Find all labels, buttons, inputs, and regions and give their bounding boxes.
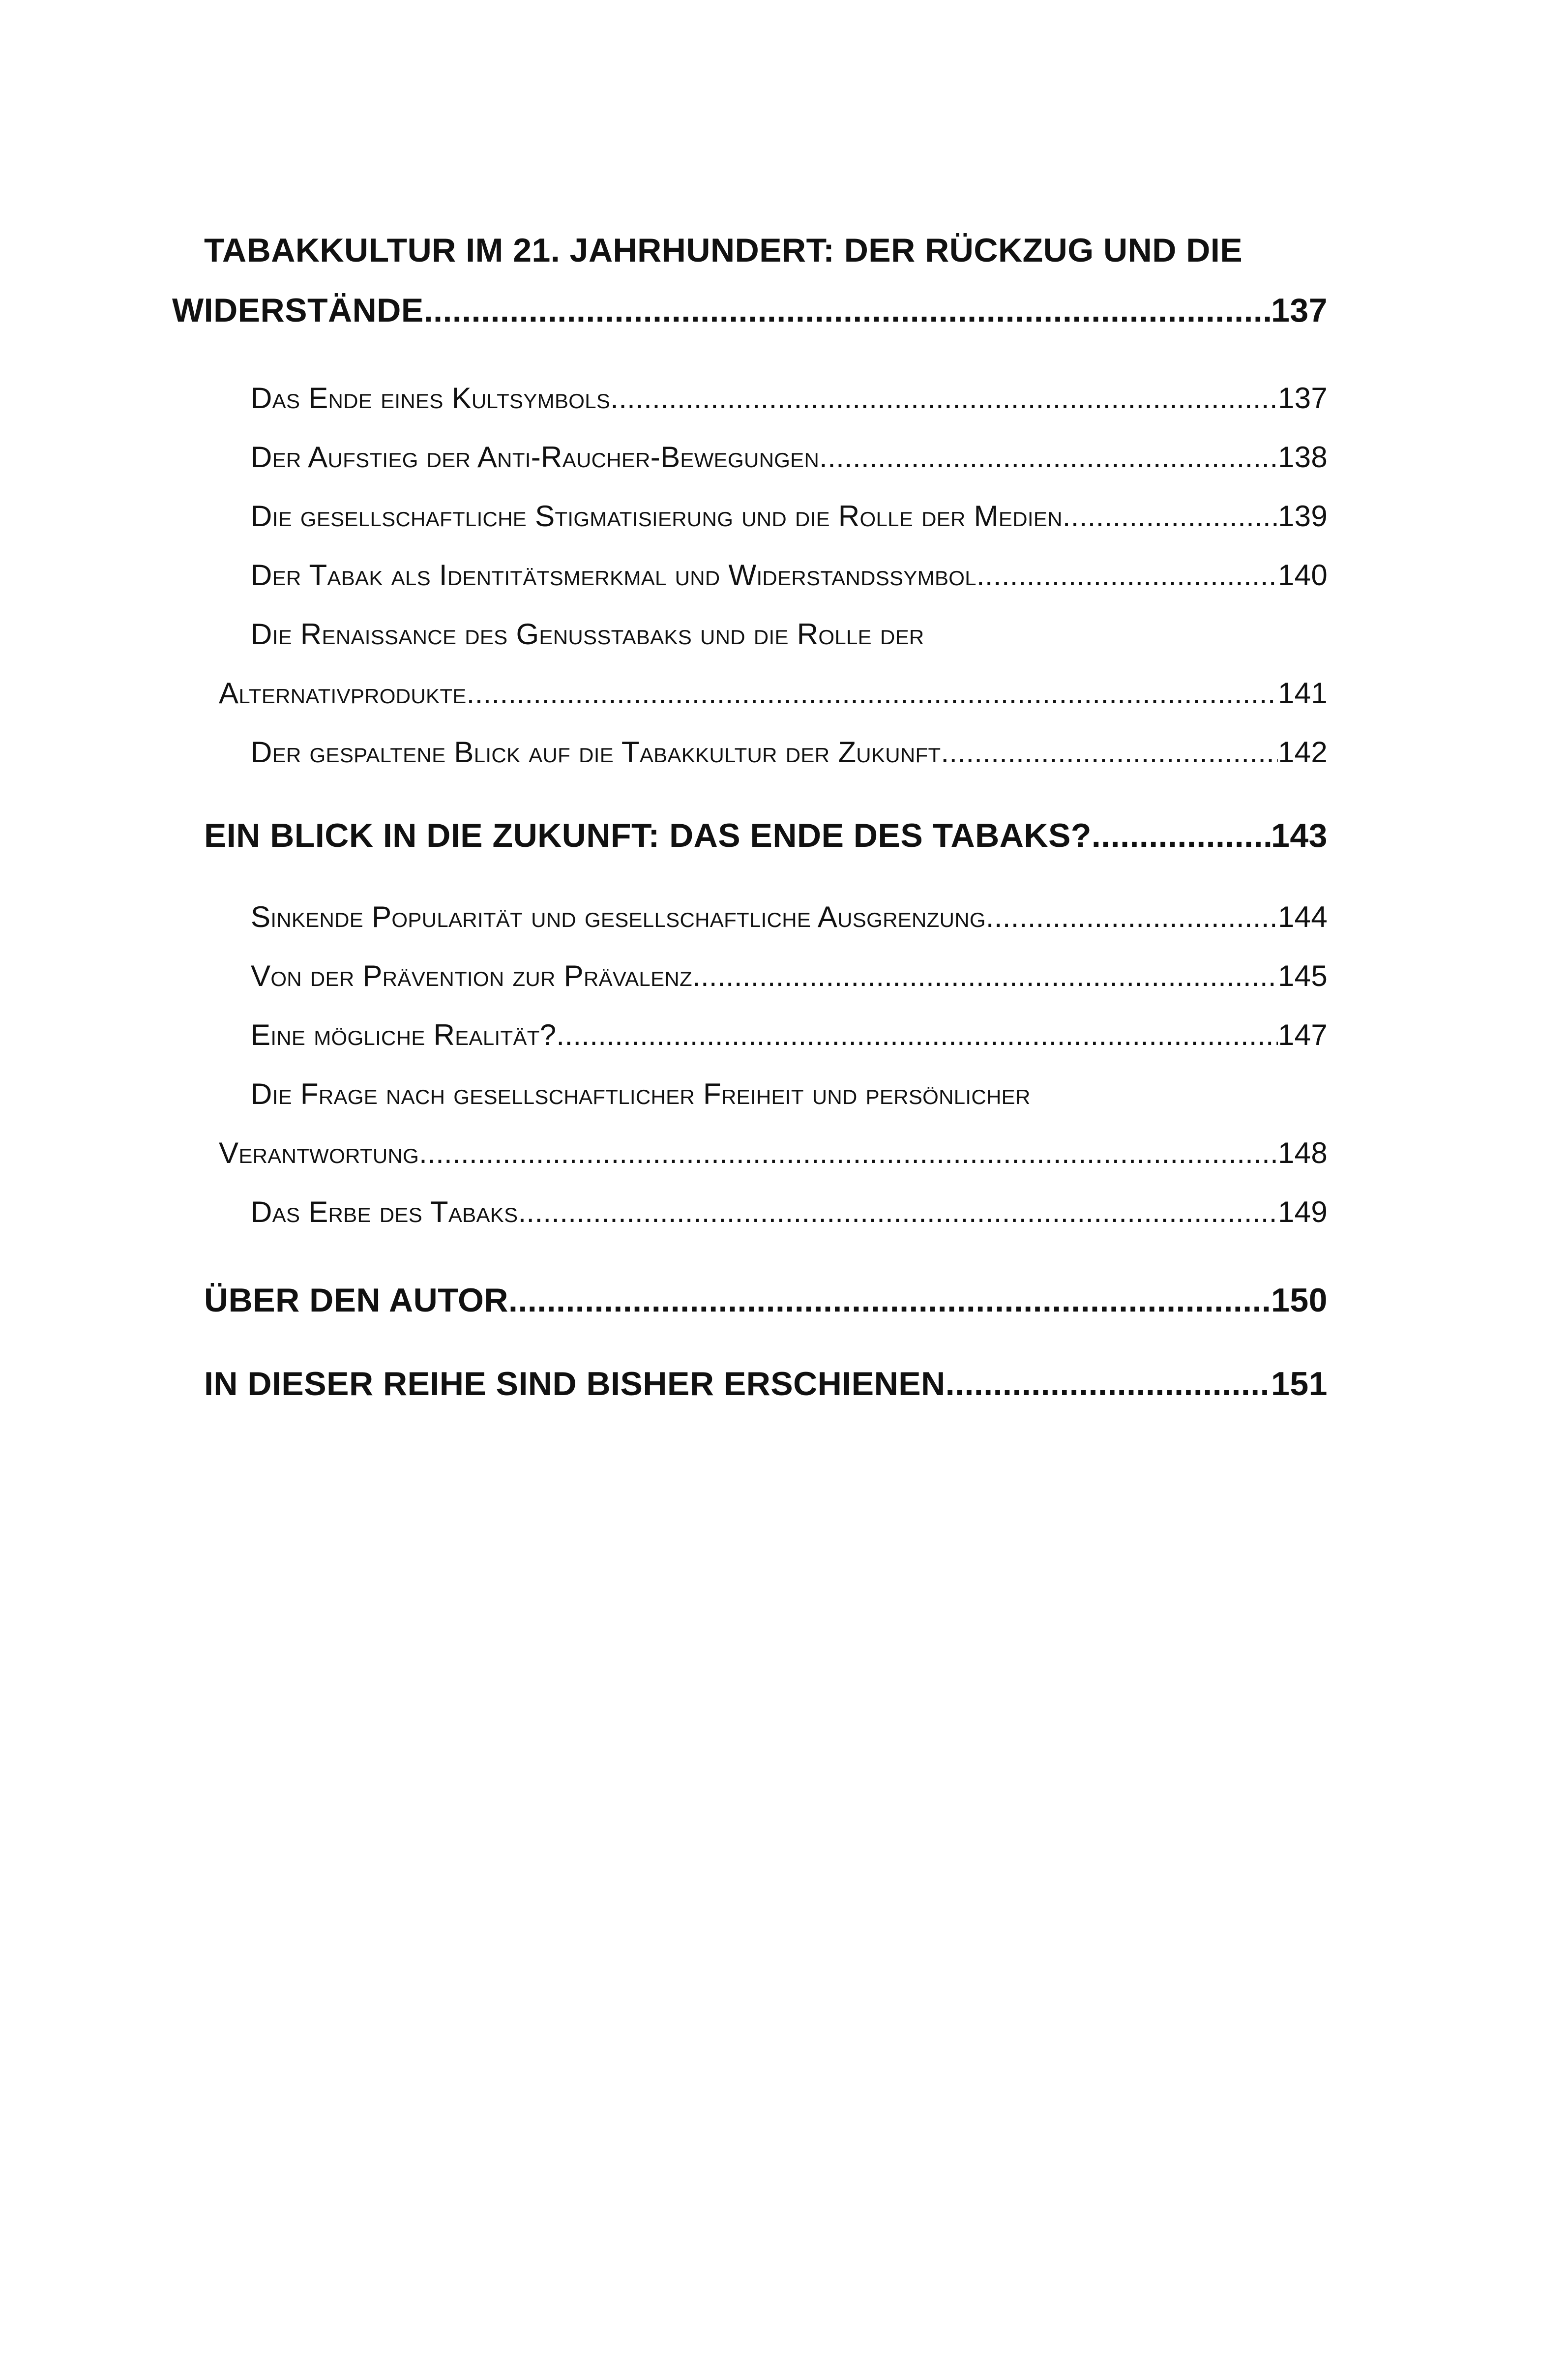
toc-entry-section[interactable]	[251, 735, 1328, 769]
section-title: Sinkende Popularität und gesellschaftliche Ausgrenzung	[251, 900, 986, 933]
dot-leader	[508, 1281, 1271, 1319]
toc-entry-section[interactable]	[219, 1136, 1328, 1170]
section-title-line1[interactable]: Die Frage nach gesellschaftlicher Freiheit und persönlicher	[251, 1077, 1031, 1110]
toc-entry-section[interactable]	[251, 900, 1328, 934]
chapter-title: ÜBER DEN AUTOR	[204, 1282, 509, 1319]
dot-leader	[424, 291, 1271, 329]
page-number: 137	[1271, 292, 1328, 329]
section-title: Die gesellschaftliche Stigmatisierung und die Rolle der Medien	[251, 500, 1063, 533]
page-number: 149	[1277, 1195, 1328, 1228]
toc-entry-chapter[interactable]	[204, 816, 1328, 855]
section-title: Der Aufstieg der Anti-Raucher-Bewegungen	[251, 441, 820, 474]
page-number: 137	[1277, 382, 1328, 415]
toc-entry-section[interactable]	[251, 959, 1328, 993]
page-number: 140	[1277, 559, 1328, 592]
chapter-title: EIN BLICK IN DIE ZUKUNFT: DAS ENDE DES TABAKS?	[204, 817, 1092, 854]
dot-leader	[556, 1018, 1278, 1052]
dot-leader	[1092, 816, 1271, 855]
dot-leader	[941, 735, 1278, 769]
section-title: Von der Prävention zur Prävalenz	[251, 959, 692, 992]
dot-leader	[946, 1365, 1271, 1403]
section-title-line2: Verantwortung	[219, 1136, 419, 1169]
dot-leader	[986, 900, 1278, 934]
chapter-title-line2: WIDERSTÄNDE	[172, 292, 424, 329]
chapter-title-line1[interactable]: TABAKKULTUR IM 21. JAHRHUNDERT: DER RÜCKZUG UND DIE	[204, 232, 1243, 269]
section-title: Das Erbe des Tabaks	[251, 1195, 518, 1228]
section-title: Das Ende eines Kultsymbols	[251, 382, 611, 415]
toc-entry-section[interactable]	[251, 1018, 1328, 1052]
dot-leader	[692, 959, 1278, 993]
section-title: Eine mögliche Realität?	[251, 1018, 557, 1051]
page-number: 141	[1277, 677, 1328, 710]
page-number: 148	[1277, 1136, 1328, 1169]
dot-leader	[467, 676, 1278, 710]
toc-entry-section[interactable]	[251, 440, 1328, 474]
toc-entry-chapter[interactable]	[172, 291, 1328, 329]
dot-leader	[610, 381, 1278, 415]
dot-leader	[1063, 499, 1278, 533]
section-title-line1[interactable]: Die Renaissance des Genusstabaks und die Rolle der	[251, 618, 924, 651]
page-number: 139	[1277, 500, 1328, 533]
page-number: 142	[1277, 736, 1328, 769]
toc-entry-chapter[interactable]	[204, 1281, 1328, 1319]
section-title-line2: Alternativprodukte	[219, 677, 467, 710]
toc-entry-section[interactable]	[251, 499, 1328, 533]
chapter-title: IN DIESER REIHE SIND BISHER ERSCHIENEN	[204, 1365, 946, 1403]
dot-leader	[976, 558, 1278, 592]
page-number: 147	[1277, 1018, 1328, 1051]
page-number: 144	[1277, 900, 1328, 933]
dot-leader	[518, 1195, 1278, 1229]
page-number: 143	[1271, 817, 1328, 854]
page-number: 150	[1271, 1282, 1328, 1319]
page-number: 151	[1271, 1365, 1328, 1403]
section-title: Der Tabak als Identitätsmerkmal und Widerstandssymbol	[251, 559, 976, 592]
toc-entry-section[interactable]	[251, 1195, 1328, 1229]
page-number: 145	[1277, 959, 1328, 992]
dot-leader	[419, 1136, 1278, 1170]
toc-entry-section[interactable]	[251, 558, 1328, 592]
page-number: 138	[1277, 441, 1328, 474]
section-title: Der gespaltene Blick auf die Tabakkultur der Zukunft	[251, 736, 941, 769]
toc-entry-section[interactable]	[219, 676, 1328, 710]
toc-entry-section[interactable]	[251, 381, 1328, 415]
dot-leader	[819, 440, 1278, 474]
toc-entry-chapter[interactable]	[204, 1365, 1328, 1403]
